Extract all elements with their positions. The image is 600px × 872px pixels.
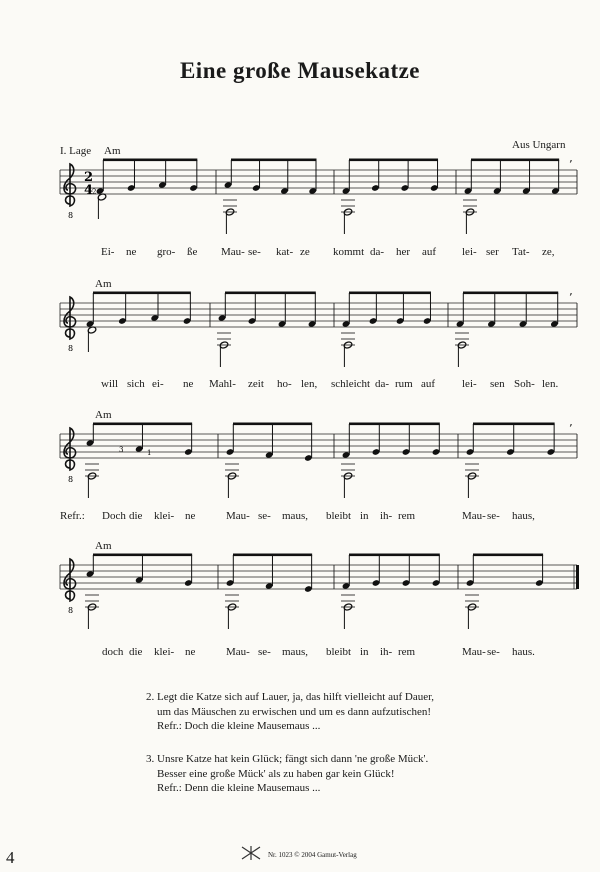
beam	[233, 423, 312, 426]
beam	[103, 159, 197, 162]
music-staff-system-4	[0, 555, 600, 625]
lyric-syllable: se-	[487, 646, 500, 658]
lyric-syllable: klei-	[154, 646, 175, 658]
fingering-number: 1	[147, 449, 152, 457]
refrain-label: Refr.:	[60, 510, 85, 522]
lyric-syllable: Mau-	[462, 510, 486, 522]
position-marking: I. Lage	[60, 145, 92, 157]
lyric-syllable: sich	[127, 378, 145, 390]
lyric-syllable: in	[360, 646, 369, 658]
breath-mark: ’	[569, 422, 573, 435]
lyric-syllable: sen	[490, 378, 505, 390]
lyric-syllable: Tat-	[512, 246, 530, 258]
lyric-syllable: ei-	[152, 378, 164, 390]
lyric-syllable: die	[129, 646, 143, 658]
lyric-syllable: Mau-	[462, 646, 486, 658]
page-number: 4	[6, 848, 15, 867]
lyric-syllable: her	[396, 246, 411, 258]
lyric-syllable: schleicht	[331, 378, 371, 390]
publisher-logo-icon	[240, 845, 262, 861]
octave-eight-marking: 8	[68, 344, 74, 353]
lyric-syllable: Mau-	[226, 510, 250, 522]
music-staff-system-3	[0, 424, 600, 494]
lyric-syllable: ne	[185, 646, 196, 658]
verse-line: Refr.: Denn die kleine Mausemaus ...	[157, 782, 321, 794]
beam	[93, 423, 192, 426]
lyric-syllable: klei-	[154, 510, 175, 522]
lyric-syllable: ih-	[380, 510, 393, 522]
time-signature-bottom: 4	[84, 183, 94, 198]
lyric-syllable: Mau-	[226, 646, 250, 658]
lyric-syllable: rum	[395, 378, 413, 390]
verse-line: Refr.: Doch die kleine Mausemaus ...	[157, 720, 321, 732]
beam	[231, 159, 317, 162]
verse-line: um das Mäuschen zu erwischen und um es dann aufzutischen!	[157, 705, 432, 718]
beam	[473, 423, 555, 426]
lyric-syllable: Soh-	[514, 378, 535, 390]
chord-symbol-2: Am	[95, 278, 112, 290]
beam	[349, 423, 440, 426]
final-barline-thick	[576, 565, 579, 589]
lyric-syllable: se-	[258, 646, 271, 658]
lyric-syllable: in	[360, 510, 369, 522]
octave-eight-marking: 8	[68, 475, 74, 484]
chord-symbol-4: Am	[95, 540, 112, 552]
beam	[349, 292, 431, 295]
lyric-syllable: se-	[248, 246, 261, 258]
lyric-syllable: will	[101, 378, 119, 390]
lyric-syllable: ne	[185, 510, 196, 522]
lyric-syllable: maus,	[282, 646, 308, 658]
beam	[225, 292, 316, 295]
music-staff-system-2	[0, 293, 600, 363]
lyric-syllable: auf	[421, 378, 436, 390]
chord-symbol-3: Am	[95, 409, 112, 421]
beam	[233, 554, 312, 557]
beam	[349, 554, 440, 557]
lyric-syllable: rem	[398, 510, 416, 522]
octave-eight-marking: 8	[68, 211, 74, 220]
lyric-syllable: bleibt	[326, 510, 352, 522]
lyric-syllable: len,	[301, 378, 318, 390]
lyric-syllable: die	[129, 510, 143, 522]
lyric-syllable: gro-	[157, 246, 176, 258]
lyric-syllable: ser	[486, 246, 499, 258]
beam	[473, 554, 543, 557]
time-signature-top: 2	[84, 170, 94, 185]
verse-line: 3. Unsre Katze hat kein Glück; fängt sich dann 'ne große Mück'.	[146, 753, 429, 765]
lyric-syllable: Ei-	[101, 246, 115, 258]
breath-mark: ’	[569, 158, 573, 171]
lyric-syllable: rem	[398, 646, 416, 658]
lyric-syllable: se-	[487, 510, 500, 522]
lyric-syllable: ze,	[542, 246, 555, 258]
chord-symbol-1: Am	[104, 145, 121, 157]
lyric-syllable: ne	[126, 246, 137, 258]
lyric-syllable: lei-	[462, 378, 477, 390]
lyric-syllable: da-	[370, 246, 385, 258]
lyric-syllable: kat-	[276, 246, 294, 258]
lyric-syllable: len.	[542, 378, 559, 390]
lyric-syllable: lei-	[462, 246, 477, 258]
beam	[471, 159, 559, 162]
beam	[93, 292, 191, 295]
origin-credit: Aus Ungarn	[512, 139, 566, 151]
lyric-syllable: Doch	[102, 510, 126, 522]
lyric-syllable: se-	[258, 510, 271, 522]
lyric-syllable: ne	[183, 378, 194, 390]
fingering-number: 2	[92, 188, 97, 196]
lyric-syllable: haus.	[512, 646, 535, 658]
octave-eight-marking: 8	[68, 606, 74, 615]
music-staff-system-1	[0, 160, 600, 230]
beam	[463, 292, 558, 295]
lyric-syllable: ho-	[277, 378, 292, 390]
lyric-syllable: ih-	[380, 646, 393, 658]
lyric-syllable: Mahl-	[209, 378, 236, 390]
fingering-number: 3	[119, 446, 124, 454]
lyric-syllable: haus,	[512, 510, 535, 522]
verse-line: Besser eine große Mück' als zu haben gar kein Glück!	[157, 767, 395, 780]
lyric-syllable: da-	[375, 378, 390, 390]
verse-3	[146, 752, 428, 796]
lyric-syllable: zeit	[248, 378, 264, 390]
lyric-syllable: auf	[422, 246, 437, 258]
breath-mark: ’	[569, 291, 573, 304]
beam	[93, 554, 192, 557]
lyric-syllable: bleibt	[326, 646, 352, 658]
lyric-syllable: ße	[187, 246, 198, 258]
verse-line: 2. Legt die Katze sich auf Lauer, ja, das hilft vielleicht auf Dauer,	[146, 691, 435, 703]
publisher-footer: Nr. 1023 © 2004 Gamut-Verlag	[268, 851, 357, 859]
lyric-syllable: ze	[300, 246, 310, 258]
verse-2	[146, 690, 434, 734]
page-title: Eine große Mausekatze	[179, 58, 421, 83]
lyric-syllable: Mau-	[221, 246, 245, 258]
lyric-syllable: doch	[102, 646, 124, 658]
lyric-syllable: kommt	[333, 246, 365, 258]
beam	[349, 159, 438, 162]
lyric-syllable: maus,	[282, 510, 308, 522]
